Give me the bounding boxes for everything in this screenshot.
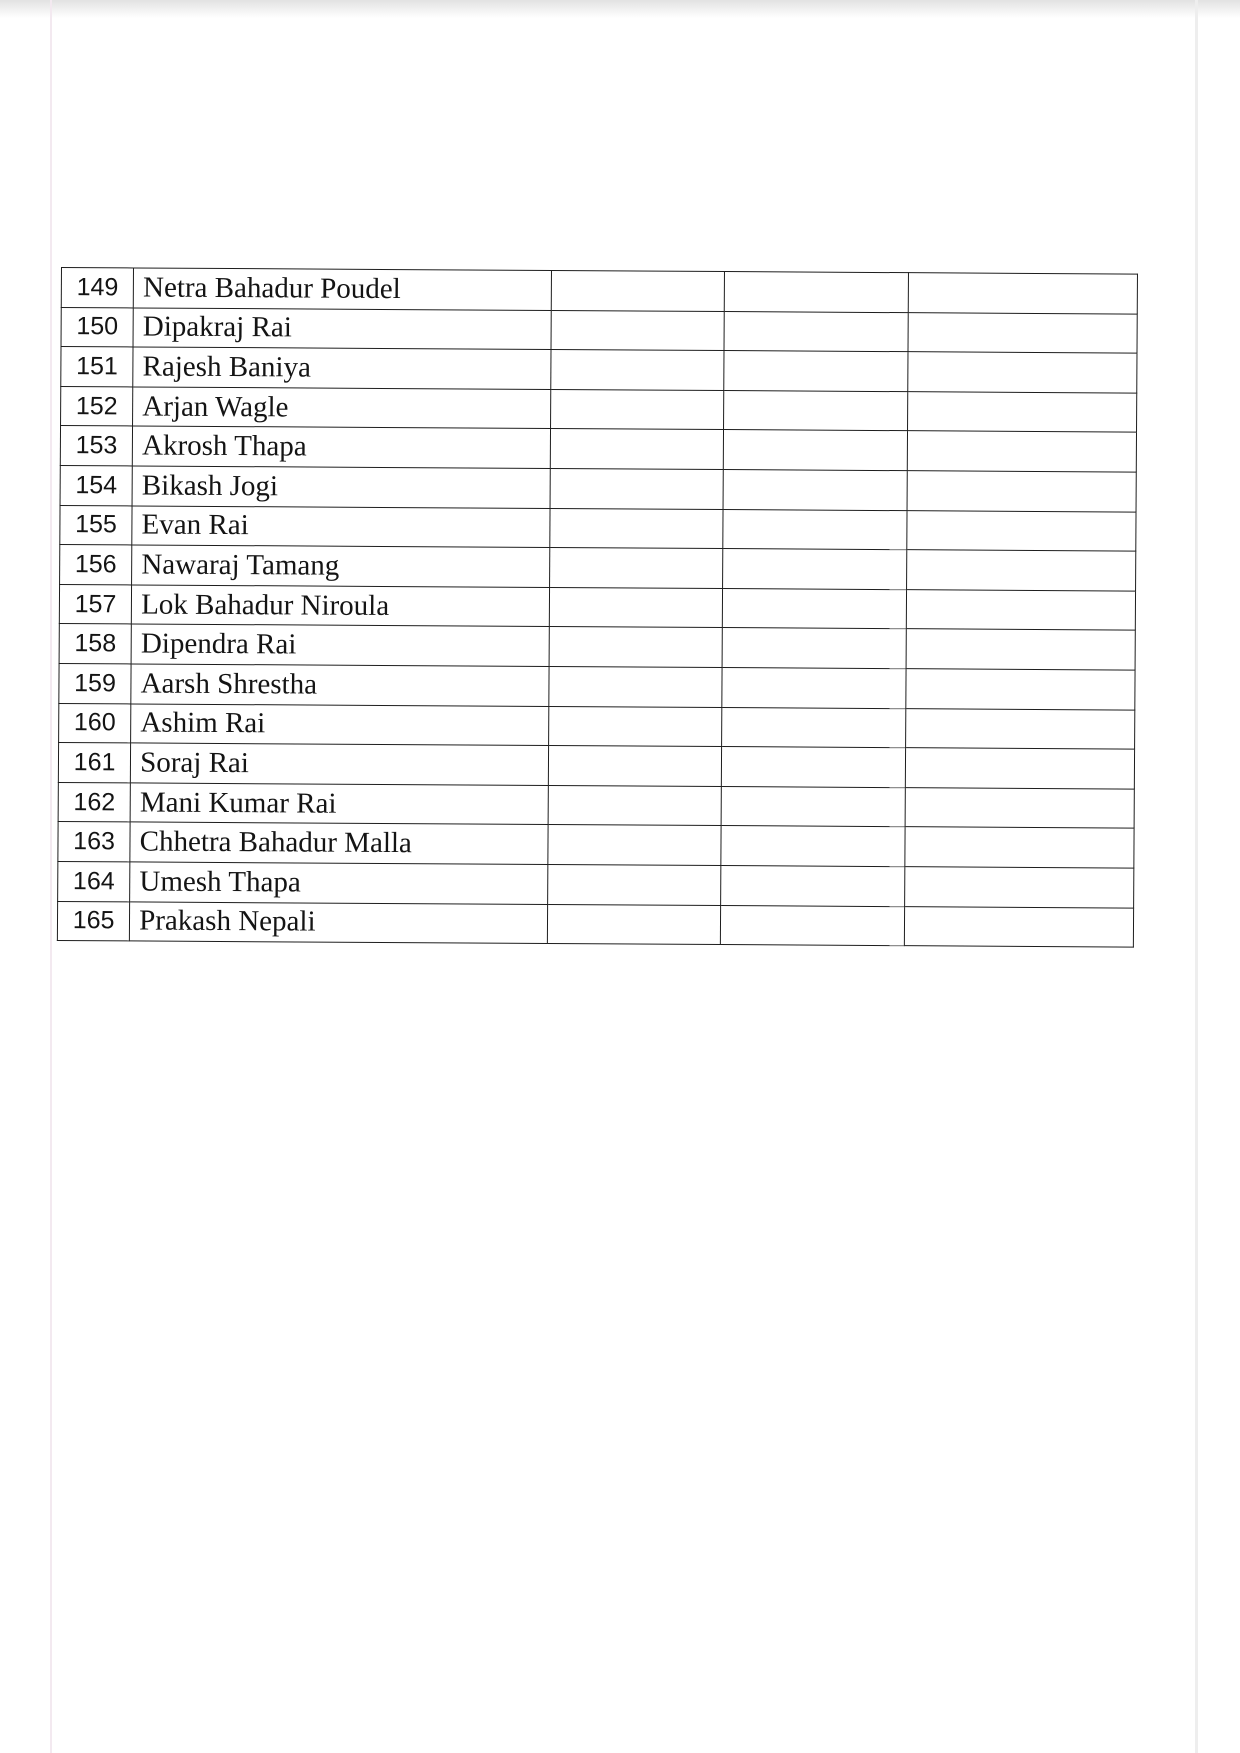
person-name: Umesh Thapa xyxy=(130,862,548,904)
table-row xyxy=(60,465,1136,511)
person-name: Ashim Rai xyxy=(131,703,549,745)
row-number: 157 xyxy=(59,584,131,624)
empty-cell-3 xyxy=(908,431,1137,472)
person-name: Dipendra Rai xyxy=(131,624,549,666)
table-row xyxy=(59,584,1135,630)
row-number: 150 xyxy=(61,307,133,347)
empty-cell-3 xyxy=(906,748,1135,789)
empty-cell-3 xyxy=(907,510,1136,551)
row-number: 156 xyxy=(60,545,132,585)
empty-cell-1 xyxy=(549,706,722,747)
empty-cell-3 xyxy=(907,471,1136,512)
table-row xyxy=(58,743,1134,789)
person-name: Prakash Nepali xyxy=(130,901,548,943)
empty-cell-3 xyxy=(906,629,1135,670)
empty-cell-1 xyxy=(552,270,725,311)
empty-cell-3 xyxy=(905,787,1134,828)
table-row xyxy=(61,347,1137,393)
empty-cell-1 xyxy=(550,587,723,628)
names-table-body xyxy=(57,268,1137,948)
empty-cell-3 xyxy=(905,827,1134,868)
row-number: 159 xyxy=(59,663,131,703)
empty-cell-2 xyxy=(724,311,909,352)
table-row xyxy=(61,386,1137,432)
empty-cell-2 xyxy=(720,865,905,906)
person-name: Dipakraj Rai xyxy=(133,308,551,350)
row-number: 160 xyxy=(59,703,131,743)
person-name: Nawaraj Tamang xyxy=(132,545,550,587)
row-number: 165 xyxy=(57,901,129,941)
empty-cell-1 xyxy=(550,468,723,509)
empty-cell-1 xyxy=(550,548,723,589)
scan-edge-right xyxy=(1195,0,1198,1753)
person-name: Rajesh Baniya xyxy=(133,347,551,389)
table-row xyxy=(57,901,1133,947)
empty-cell-2 xyxy=(722,588,907,629)
empty-cell-2 xyxy=(723,470,908,511)
empty-cell-2 xyxy=(723,509,908,550)
person-name: Netra Bahadur Poudel xyxy=(133,268,551,310)
empty-cell-2 xyxy=(720,905,905,946)
table-row xyxy=(58,782,1134,828)
empty-cell-2 xyxy=(724,351,909,392)
person-name: Akrosh Thapa xyxy=(132,426,550,468)
row-number: 155 xyxy=(60,505,132,545)
row-number: 158 xyxy=(59,624,131,664)
row-number: 162 xyxy=(58,782,130,822)
empty-cell-2 xyxy=(721,786,906,827)
person-name: Bikash Jogi xyxy=(132,466,550,508)
row-number: 161 xyxy=(58,743,130,783)
table-row xyxy=(58,861,1134,907)
table-row xyxy=(60,426,1136,472)
empty-cell-1 xyxy=(548,904,721,945)
row-number: 152 xyxy=(61,386,133,426)
empty-cell-2 xyxy=(721,707,906,748)
empty-cell-3 xyxy=(907,589,1136,630)
empty-cell-1 xyxy=(548,825,721,866)
empty-cell-3 xyxy=(909,273,1138,314)
empty-cell-1 xyxy=(551,310,724,351)
table-row xyxy=(60,505,1136,551)
empty-cell-1 xyxy=(549,627,722,668)
empty-cell-3 xyxy=(908,391,1137,432)
empty-cell-3 xyxy=(906,708,1135,749)
empty-cell-3 xyxy=(908,352,1137,393)
row-number: 151 xyxy=(61,347,133,387)
table-row xyxy=(61,268,1137,314)
empty-cell-3 xyxy=(906,669,1135,710)
table-row xyxy=(59,663,1135,709)
empty-cell-2 xyxy=(723,430,908,471)
table-row xyxy=(58,822,1134,868)
scan-edge-left xyxy=(50,0,52,1753)
empty-cell-3 xyxy=(908,312,1137,353)
table-row xyxy=(60,545,1136,591)
person-name: Aarsh Shrestha xyxy=(131,664,549,706)
empty-cell-2 xyxy=(721,826,906,867)
empty-cell-1 xyxy=(548,864,721,905)
empty-cell-2 xyxy=(722,628,907,669)
empty-cell-3 xyxy=(907,550,1136,591)
row-number: 163 xyxy=(58,822,130,862)
empty-cell-1 xyxy=(549,666,722,707)
table-row xyxy=(59,703,1135,749)
person-name: Lok Bahadur Niroula xyxy=(132,585,550,627)
row-number: 153 xyxy=(60,426,132,466)
person-name: Evan Rai xyxy=(132,506,550,548)
empty-cell-2 xyxy=(722,667,907,708)
empty-cell-2 xyxy=(724,272,909,313)
empty-cell-1 xyxy=(551,350,724,391)
person-name: Arjan Wagle xyxy=(133,387,551,429)
table-row xyxy=(59,624,1135,670)
person-name: Mani Kumar Rai xyxy=(130,783,548,825)
empty-cell-2 xyxy=(723,390,908,431)
row-number: 164 xyxy=(58,861,130,901)
person-name: Soraj Rai xyxy=(131,743,549,785)
empty-cell-1 xyxy=(549,746,722,787)
row-number: 149 xyxy=(61,268,133,308)
row-number: 154 xyxy=(60,465,132,505)
empty-cell-2 xyxy=(722,549,907,590)
empty-cell-2 xyxy=(721,747,906,788)
empty-cell-3 xyxy=(905,906,1134,947)
empty-cell-1 xyxy=(550,508,723,549)
scan-shadow-top xyxy=(0,0,1240,18)
empty-cell-1 xyxy=(551,389,724,430)
empty-cell-1 xyxy=(548,785,721,826)
person-name: Chhetra Bahadur Malla xyxy=(130,822,548,864)
empty-cell-3 xyxy=(905,867,1134,908)
names-table xyxy=(57,267,1138,948)
empty-cell-1 xyxy=(551,429,724,470)
table-row xyxy=(61,307,1137,353)
